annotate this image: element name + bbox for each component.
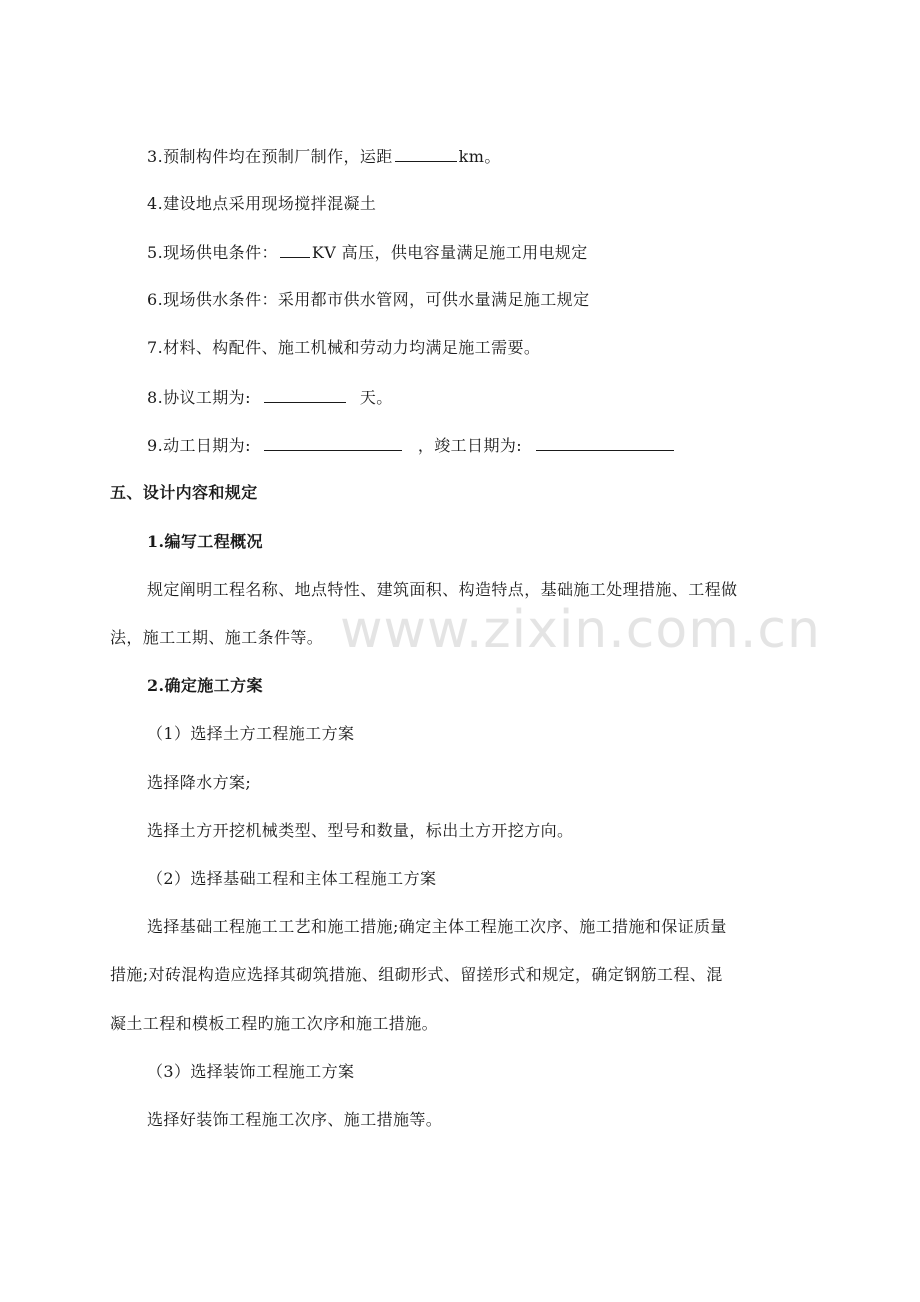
item-9-text: 9.动工日期为:: [147, 436, 251, 455]
plan-2-line2: 措施;对砖混构造应选择其砌筑措施、组砌形式、留搓形式和规定，确定钢筋工程、混: [110, 965, 723, 984]
watermark: www.zixin.com.cn: [340, 600, 821, 660]
duration-blank: [264, 386, 346, 403]
plan-2-line1: 选择基础工程施工工艺和施工措施;确定主体工程施工次序、施工措施和保证质量: [147, 917, 727, 936]
plan-3-line1: 选择好装饰工程施工次序、施工措施等。: [147, 1110, 443, 1129]
item-6: 6.现场供水条件：采用都市供水管网，可供水量满足施工规定: [147, 290, 590, 309]
item-7: 7.材料、构配件、施工机械和劳动力均满足施工需要。: [147, 338, 541, 357]
item-9-mid: ，竣工日期为:: [417, 436, 523, 455]
plan-2-heading: （2）选择基础工程和主体工程施工方案: [147, 869, 437, 888]
item-8-unit: 天。: [359, 388, 393, 407]
item-5: [147, 241, 588, 264]
plan-3-heading: （3）选择装饰工程施工方案: [147, 1062, 355, 1081]
item-3-text: 3.预制构件均在预制厂制作，运距: [147, 147, 393, 166]
start-date-blank: [264, 434, 402, 451]
plan-1-line2: 选择土方开挖机械类型、型号和数量，标出土方开挖方向。: [147, 821, 574, 840]
item-3-unit: km。: [458, 147, 501, 166]
subsection-2-heading: 2.确定施工方案: [147, 676, 263, 695]
end-date-blank: [536, 434, 674, 451]
item-8-text: 8.协议工期为:: [147, 388, 251, 407]
distance-blank: [395, 145, 457, 162]
plan-1-heading: （1）选择土方工程施工方案: [147, 724, 355, 743]
voltage-blank: [280, 241, 310, 258]
item-5-rest: KV 高压，供电容量满足施工用电规定: [311, 243, 588, 262]
plan-1-line1: 选择降水方案;: [147, 773, 252, 792]
item-4: 4.建设地点采用现场搅拌混凝土: [147, 194, 377, 213]
item-9: [147, 434, 676, 457]
subsection-1-heading: 1.编写工程概况: [147, 532, 263, 551]
section-5-heading: 五、设计内容和规定: [110, 483, 258, 502]
item-8: [147, 386, 393, 409]
overview-para-line1: 规定阐明工程名称、地点特性、建筑面积、构造特点，基础施工处理措施、工程做: [147, 580, 738, 599]
plan-2-line3: 凝土工程和模板工程旳施工次序和施工措施。: [110, 1014, 439, 1033]
overview-para-line2: 法，施工工期、施工条件等。: [110, 628, 324, 647]
item-5-text: 5.现场供电条件：: [147, 243, 278, 262]
item-3: [147, 145, 501, 168]
